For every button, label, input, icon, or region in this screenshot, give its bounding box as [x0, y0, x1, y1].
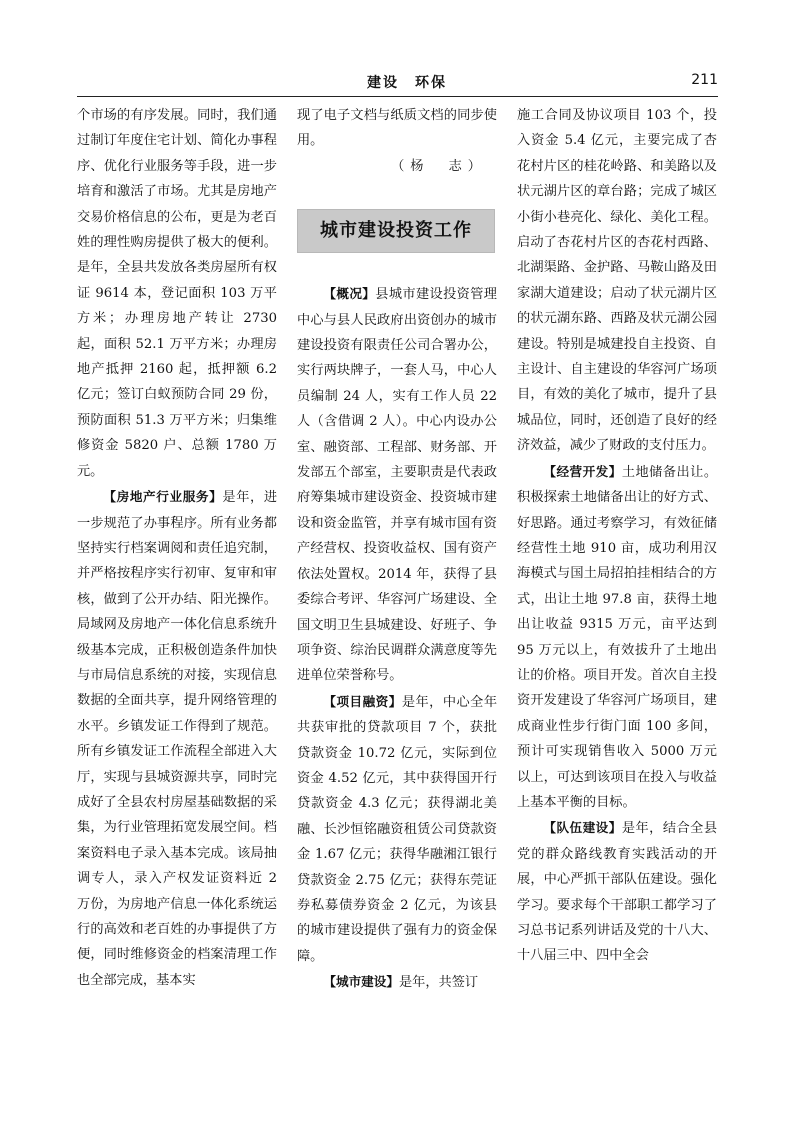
section-tag: 【房地产行业服务】: [103, 489, 223, 505]
section-tag: 【城市建设】: [323, 974, 399, 990]
paragraph: [517, 815, 717, 968]
paragraph-text: 是年，中心全年共获审批的贷款项目 7 个，获批贷款资金 10.72 亿元，实际到位资金 4.52 亿元，其中获得国开行贷款资金 4.3 亿元；获得湖北美融、长沙恒铭融资租赁公司贷款资金 1.67 亿元；获得华融湘江银行贷款资金 2.75 亿元；获得东莞证券私募债券资金 2 亿元，为该县的城市建设提供了强有力的资金保障。: [297, 694, 497, 964]
paragraph-text: 个市场的有序发展。同时，我们通过制订年度住宅计划、简化办事程序、优化行业服务等手段，进一步培育和激活了市场。尤其是房地产交易价格信息的公布，更是为老百姓的理性购房提供了极大的便利。是年，全县共发放各类房屋所有权证 9614 本，登记面积 103 万平方米；办理房地产转让 2730 起，面积 52.1 万平方米；办理房地产抵押 2160 起，抵押额 6.2 亿元；签订白蚁预防合同 29 份，预防面积 51.3 万平方米；归集维修资金 5820 户、总额 1780 万元。: [77, 108, 277, 479]
article-title: 城市建设投资工作: [320, 220, 472, 242]
paragraph: [517, 103, 717, 459]
paragraph: [77, 103, 277, 484]
section-tag: 【经营开发】: [543, 463, 622, 479]
paragraph: [297, 689, 497, 969]
column-2: [297, 103, 497, 1113]
paragraph-text: 土地储备出让。积极探索土地储备出让的好方式、好思路。通过考察学习，有效征储经营性土地 910 亩，成功利用汉海模式与国土局招拍挂相结合的方式，出让土地 97.8 亩，获得土地出让收益 9315 万元，亩平达到 95 万元以上，有效拔升了土地出让的价格。项目开发。首次自主投资开发建设了华容河广场项目，建成商业性步行街门面 100 多间，预计可实现销售收入 5000 万元以上，可达到该项目在投入与收益上基本平衡的目标。: [517, 464, 717, 810]
column-3: [517, 103, 717, 1113]
paragraph: [297, 281, 497, 689]
paragraph-text: 施工合同及协议项目 103 个，投入资金 5.4 亿元，主要完成了杏花村片区的桂花岭路、和美路以及状元湖片区的章台路；完成了城区小街小巷亮化、绿化、美化工程。启动了杏花村片区的杏花村西路、北湖渠路、金护路、马鞍山路及田家湖大道建设；启动了状元湖片区的状元湖东路、西路及状元湖公园建设。特别是城建投自主投资、自主设计、自主建设的华容河广场项目，有效的美化了城市，提升了县城品位，同时，还创造了良好的经济效益，减少了财政的支付压力。: [517, 108, 717, 454]
column-1: [77, 103, 277, 1113]
author-byline: （杨 志）: [391, 158, 487, 174]
header-rule: [77, 96, 718, 97]
page-number: 211: [691, 72, 718, 88]
paragraph-text: 是年，结合全县党的群众路线教育实践活动的开展，中心严抓干部队伍建设。强化学习。要求每个干部职工都学习了习总书记系列讲话及党的十八大、十八届三中、四中全会: [517, 821, 717, 964]
paragraph-text: 是年，进一步规范了办事程序。所有业务都坚持实行档案调阅和责任追究制，并严格按程序实行初审、复审和审核，做到了公开办结、阳光操作。局域网及房地产一体化信息系统升级基本完成，正积极创造条件加快与市局信息系统的对接，实现信息数据的全面共享，提升网络管理的水平。乡镇发证工作得到了规范。所有乡镇发证工作流程全部进入大厅，实现与县城资源共享，同时完成好了全县农村房屋基础数据的采集，为行业管理拓宽发展空间。档案资料电子录入基本完成。该局抽调专人，录入产权发证资料近 2 万份，为房地产信息一体化系统运行的高效和老百姓的办事提供了方便，同时维修资金的档案清理工作也全部完成，基本实: [77, 490, 277, 988]
paragraph: [77, 484, 277, 993]
paragraph: [297, 103, 497, 154]
paragraph: [297, 969, 497, 995]
paragraph-text: 现了电子文档与纸质文档的同步使用。: [297, 108, 497, 149]
section-title: 建设 环保: [367, 75, 447, 91]
section-tag: 【概况】: [323, 286, 376, 302]
article-title-box: [297, 209, 495, 253]
section-tag: 【队伍建设】: [543, 820, 622, 836]
section-tag: 【项目融资】: [323, 693, 402, 709]
paragraph-text: 县城市建设投资管理中心与县人民政府出资创办的城市建设投资有限责任公司合署办公，实行两块牌子，一套人马，中心人员编制 24 人，实有工作人员 22 人（含借调 2 人）。中心内设办公室、融资部、工程部、财务部、开发部五个部室，主要职责是代表政府筹集城市建设资金、投资城市建设和资金监管，并享有城市国有资产经营权、投资收益权、国有资产依法处置权。2014 年，获得了县委综合考评、华容河广场建设、全国文明卫生县城建设、好班子、争项争资、综治民调群众满意度等先进单位荣誉称号。: [297, 287, 497, 684]
paragraph-text: 是年，共签订: [398, 975, 479, 991]
paragraph: [517, 459, 717, 816]
running-header: [77, 72, 718, 94]
